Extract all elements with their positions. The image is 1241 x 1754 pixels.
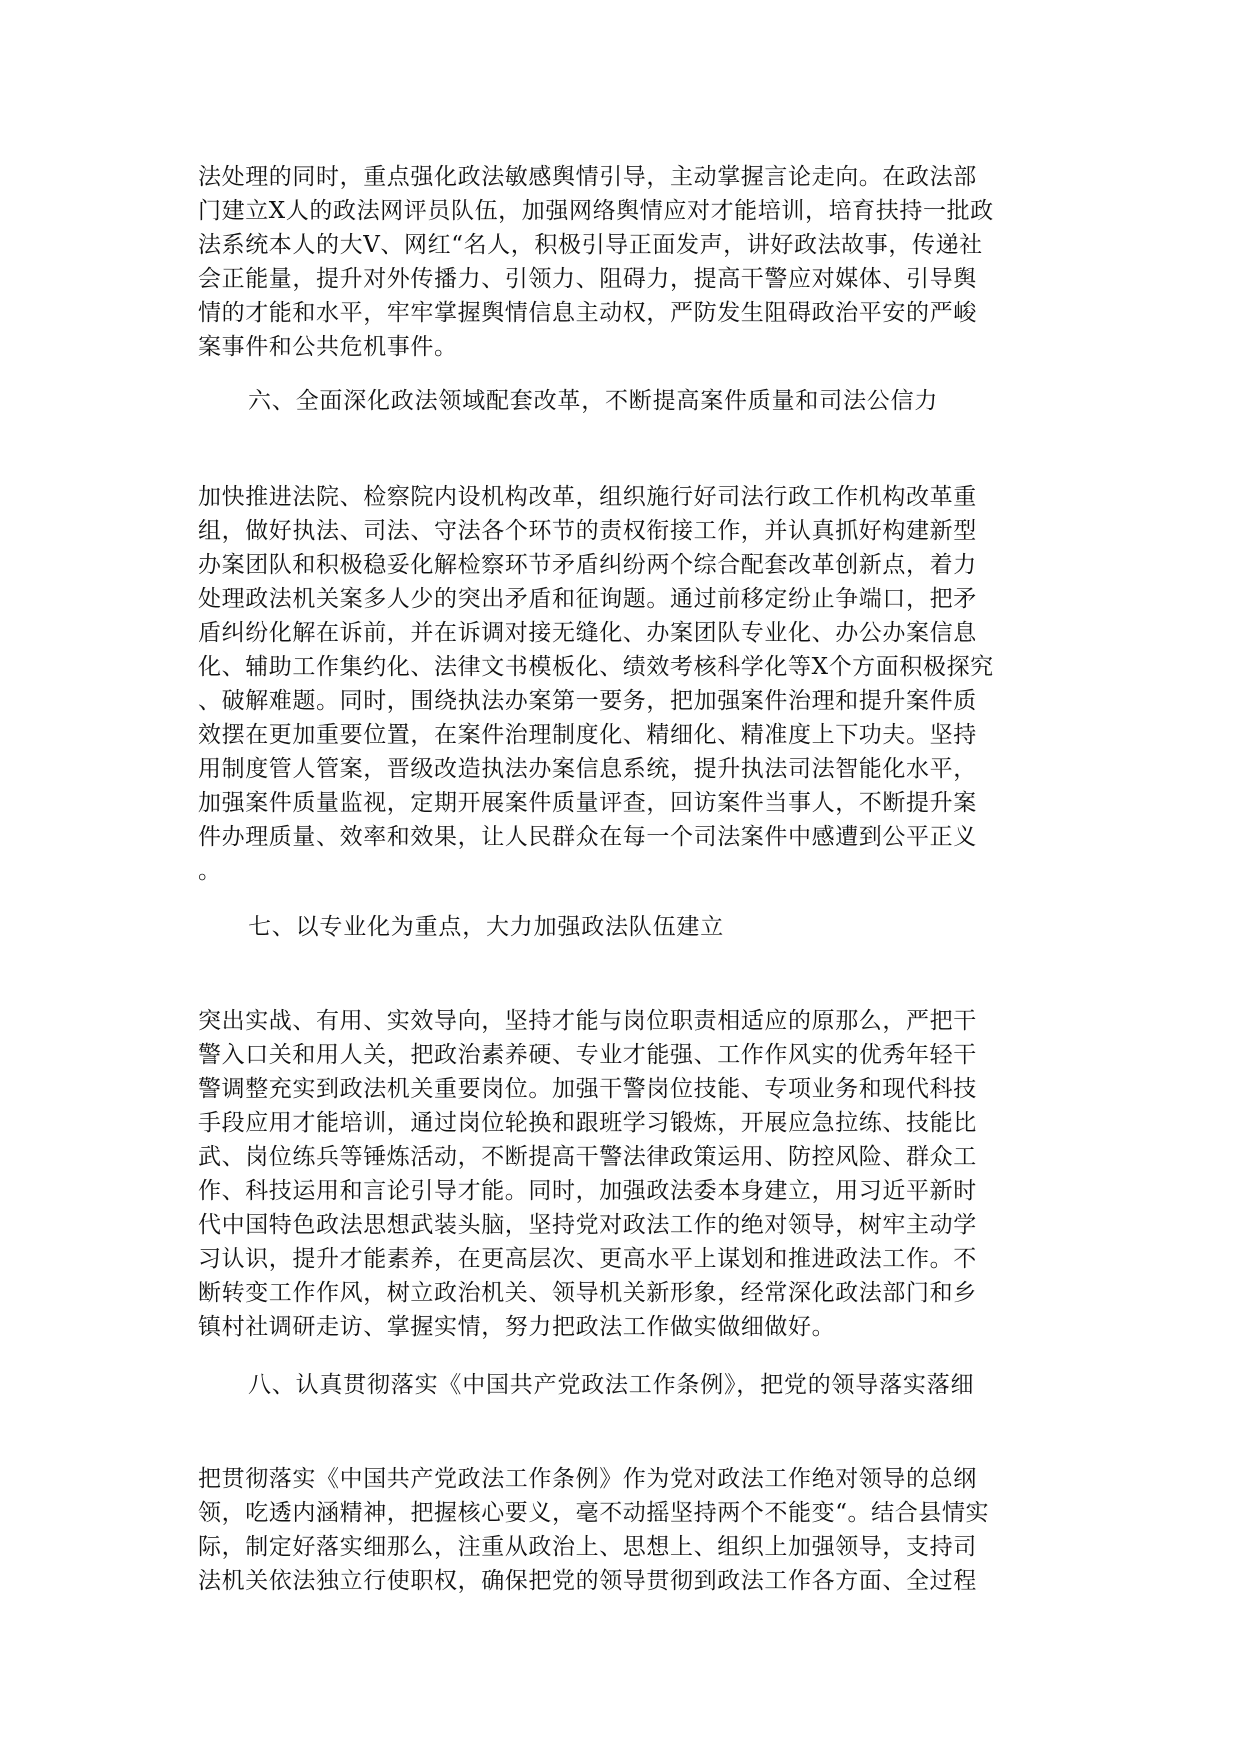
paragraph-party-leadership bbox=[198, 1462, 1048, 1598]
text-line: 会正能量，提升对外传播力、引领力、阻碍力，提高干警应对媒体、引导舆 bbox=[198, 266, 977, 292]
text-line: 作、科技运用和言论引导才能。同时，加强政法委本身建立，用习近平新时 bbox=[198, 1178, 977, 1204]
paragraph-reform bbox=[198, 480, 1048, 888]
paragraph-team-building bbox=[198, 1004, 1048, 1344]
text-line: 法机关依法独立行使职权，确保把党的领导贯彻到政法工作各方面、全过程 bbox=[198, 1568, 977, 1594]
text-line: 、破解难题。同时，围绕执法办案第一要务，把加强案件治理和提升案件质 bbox=[198, 688, 977, 714]
text-line: 效摆在更加重要位置，在案件治理制度化、精细化、精准度上下功夫。坚持 bbox=[198, 722, 977, 748]
text-line: 手段应用才能培训，通过岗位轮换和跟班学习锻炼，开展应急拉练、技能比 bbox=[198, 1110, 977, 1136]
text-line: 法处理的同时，重点强化政法敏感舆情引导，主动掌握言论走向。在政法部 bbox=[198, 164, 977, 190]
section-heading-8: 八、认真贯彻落实《中国共产党政法工作条例》，把党的领导落实落细 bbox=[248, 1372, 975, 1398]
text-line: 把贯彻落实《中国共产党政法工作条例》作为党对政法工作绝对领导的总纲 bbox=[198, 1466, 977, 1492]
text-line: 案事件和公共危机事件。 bbox=[198, 334, 458, 360]
text-line: 处理政法机关案多人少的突出矛盾和征询题。通过前移定纷止争端口，把矛 bbox=[198, 586, 977, 612]
text-line: 情的才能和水平，牢牢掌握舆情信息主动权，严防发生阻碍政治平安的严峻 bbox=[198, 300, 977, 326]
text-line: 武、岗位练兵等锤炼活动，不断提高干警法律政策运用、防控风险、群众工 bbox=[198, 1144, 977, 1170]
section-heading-6: 六、全面深化政法领域配套改革，不断提高案件质量和司法公信力 bbox=[248, 388, 939, 414]
text-line: 际，制定好落实细那么，注重从政治上、思想上、组织上加强领导，支持司 bbox=[198, 1534, 977, 1560]
text-line: 断转变工作作风，树立政治机关、领导机关新形象，经常深化政法部门和乡 bbox=[198, 1280, 977, 1306]
text-line: 组，做好执法、司法、守法各个环节的责权衔接工作，并认真抓好构建新型 bbox=[198, 518, 977, 544]
text-line: 。 bbox=[198, 858, 222, 884]
paragraph-public-opinion bbox=[198, 160, 1048, 364]
text-line: 镇村社调研走访、掌握实情，努力把政法工作做实做细做好。 bbox=[198, 1314, 836, 1340]
text-line: 代中国特色政法思想武装头脑，坚持党对政法工作的绝对领导，树牢主动学 bbox=[198, 1212, 977, 1238]
text-line: 习认识，提升才能素养，在更高层次、更高水平上谋划和推进政法工作。不 bbox=[198, 1246, 977, 1272]
text-line: 办案团队和积极稳妥化解检察环节矛盾纠纷两个综合配套改革创新点，着力 bbox=[198, 552, 977, 578]
text-line: 加强案件质量监视，定期开展案件质量评查，回访案件当事人，不断提升案 bbox=[198, 790, 977, 816]
text-line: 件办理质量、效率和效果，让人民群众在每一个司法案件中感遭到公平正义 bbox=[198, 824, 977, 850]
text-line: 警调整充实到政法机关重要岗位。加强干警岗位技能、专项业务和现代科技 bbox=[198, 1076, 977, 1102]
text-line: 用制度管人管案，晋级改造执法办案信息系统，提升执法司法智能化水平， bbox=[198, 756, 977, 782]
text-line: 领，吃透内涵精神，把握核心要义，毫不动摇坚持两个不能变“。结合县情实 bbox=[198, 1500, 990, 1526]
text-line: 盾纠纷化解在诉前，并在诉调对接无缝化、办案团队专业化、办公办案信息 bbox=[198, 620, 977, 646]
text-line: 法系统本人的大V、网红“名人，积极引导正面发声，讲好政法故事，传递社 bbox=[198, 232, 983, 258]
section-heading-7: 七、以专业化为重点，大力加强政法队伍建立 bbox=[248, 914, 724, 940]
text-line: 门建立X人的政法网评员队伍，加强网络舆情应对才能培训，培育扶持一批政 bbox=[198, 198, 994, 224]
text-line: 加快推进法院、检察院内设机构改革，组织施行好司法行政工作机构改革重 bbox=[198, 484, 977, 510]
text-line: 化、辅助工作集约化、法律文书模板化、绩效考核科学化等X个方面积极探究 bbox=[198, 654, 994, 680]
text-line: 突出实战、有用、实效导向，坚持才能与岗位职责相适应的原那么，严把干 bbox=[198, 1008, 977, 1034]
text-line: 警入口关和用人关，把政治素养硬、专业才能强、工作作风实的优秀年轻干 bbox=[198, 1042, 977, 1068]
